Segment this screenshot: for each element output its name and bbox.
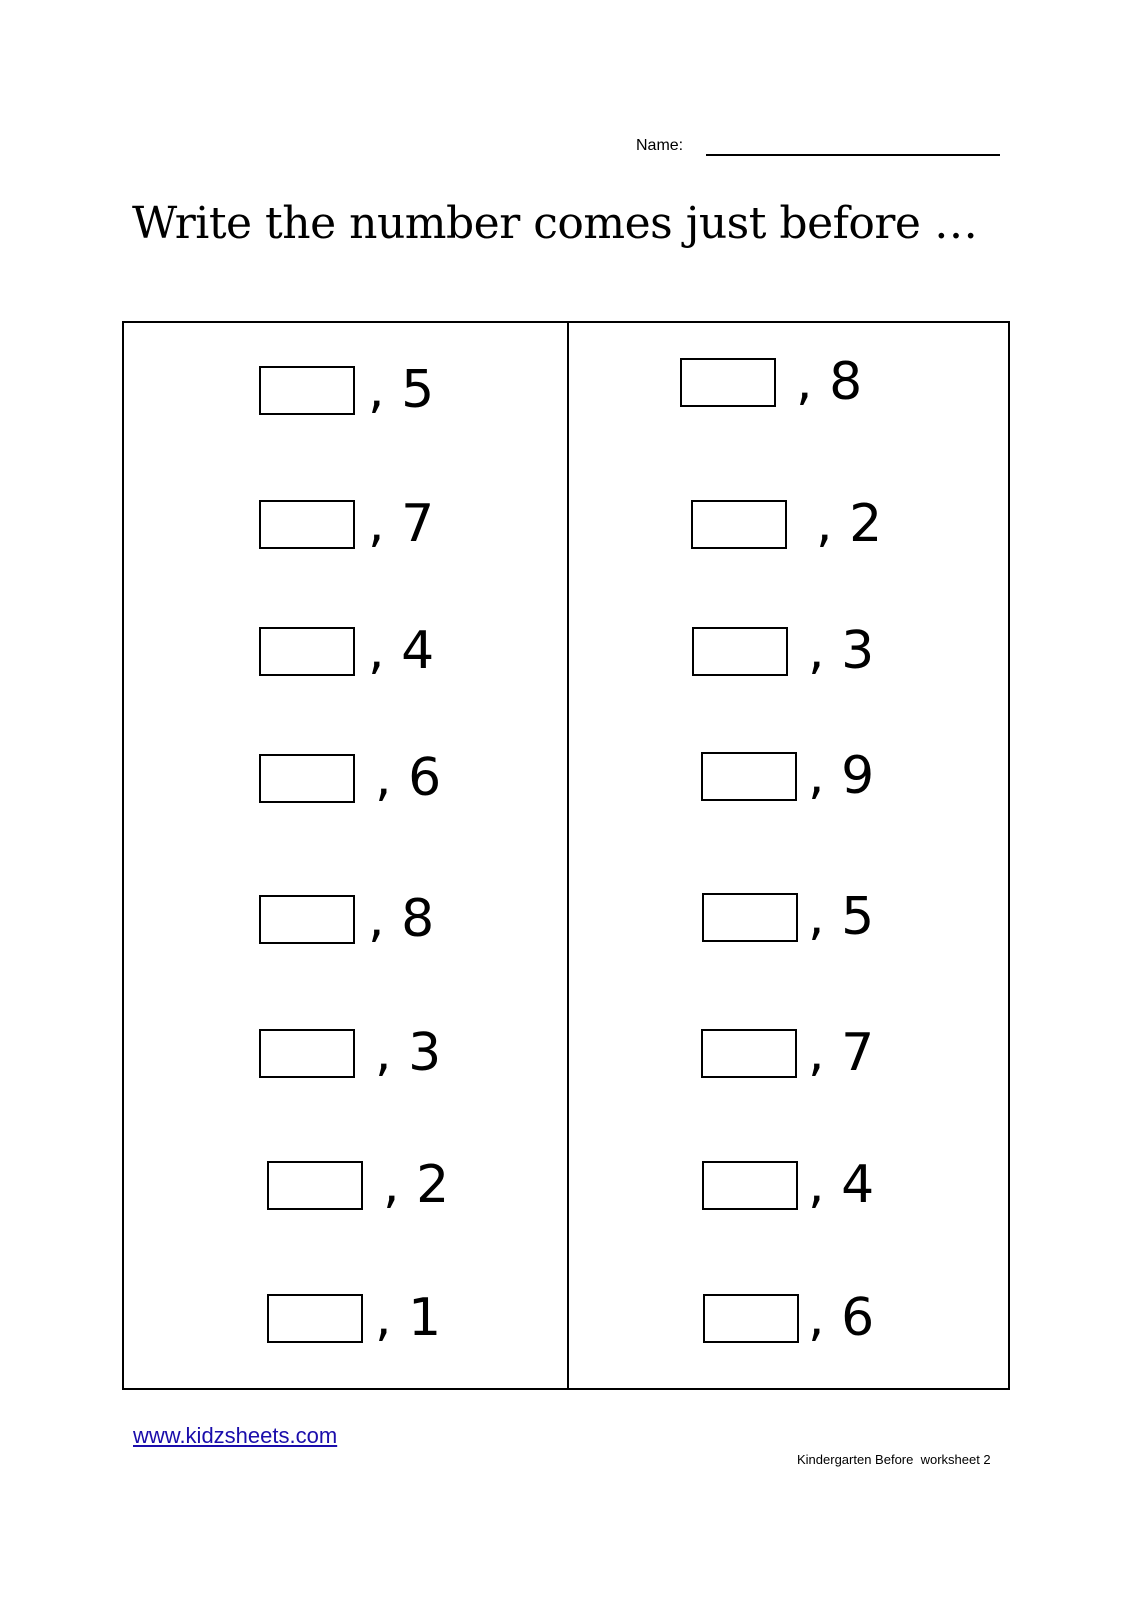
name-label: Name: xyxy=(636,137,684,154)
given-number xyxy=(383,1154,449,1216)
exercise-item-right-4 xyxy=(701,742,888,812)
separator: , xyxy=(375,1023,392,1083)
exercise-item-left-7 xyxy=(267,1151,463,1221)
separator: , xyxy=(368,494,385,554)
answer-box[interactable] xyxy=(701,1029,797,1078)
separator: , xyxy=(808,1023,825,1083)
answer-box[interactable] xyxy=(259,754,355,803)
answer-box[interactable] xyxy=(267,1294,363,1343)
name-line[interactable] xyxy=(706,154,1000,156)
separator: , xyxy=(808,1288,825,1348)
number: 2 xyxy=(849,494,883,554)
number: 9 xyxy=(841,746,875,806)
separator: , xyxy=(368,360,385,420)
exercise-item-left-5 xyxy=(259,885,448,955)
exercise-grid xyxy=(122,321,1010,1390)
number: 7 xyxy=(401,494,435,554)
answer-box[interactable] xyxy=(259,366,355,415)
answer-box[interactable] xyxy=(259,1029,355,1078)
given-number xyxy=(808,1154,874,1216)
separator: , xyxy=(808,1155,825,1215)
separator: , xyxy=(808,621,825,681)
number: 6 xyxy=(841,1288,875,1348)
answer-box[interactable] xyxy=(702,1161,798,1210)
exercise-item-left-3 xyxy=(259,617,448,687)
exercise-item-right-5 xyxy=(702,883,888,953)
separator: , xyxy=(375,1288,392,1348)
grid-divider xyxy=(567,323,569,1388)
worksheet-title: Write the number comes just before … xyxy=(132,198,978,249)
given-number xyxy=(368,888,434,950)
given-number xyxy=(796,351,862,413)
answer-box[interactable] xyxy=(259,500,355,549)
given-number xyxy=(816,493,882,555)
answer-box[interactable] xyxy=(680,358,776,407)
given-number xyxy=(808,1287,874,1349)
answer-box[interactable] xyxy=(259,895,355,944)
exercise-item-left-4 xyxy=(259,744,455,814)
name-row xyxy=(636,133,1002,163)
separator: , xyxy=(808,887,825,947)
given-number xyxy=(375,747,441,809)
number: 6 xyxy=(408,748,442,808)
answer-box[interactable] xyxy=(692,627,788,676)
exercise-item-right-1 xyxy=(680,348,876,418)
answer-box[interactable] xyxy=(703,1294,799,1343)
number: 8 xyxy=(829,352,863,412)
exercise-item-left-8 xyxy=(267,1284,455,1354)
exercise-item-right-3 xyxy=(692,617,888,687)
answer-box[interactable] xyxy=(701,752,797,801)
answer-box[interactable] xyxy=(259,627,355,676)
separator: , xyxy=(375,748,392,808)
separator: , xyxy=(808,746,825,806)
number: 8 xyxy=(401,889,435,949)
given-number xyxy=(368,493,434,555)
separator: , xyxy=(816,494,833,554)
separator: , xyxy=(368,889,385,949)
number: 3 xyxy=(841,621,875,681)
number: 5 xyxy=(401,360,435,420)
number: 3 xyxy=(408,1023,442,1083)
separator: , xyxy=(368,621,385,681)
number: 4 xyxy=(401,621,435,681)
number: 1 xyxy=(408,1288,442,1348)
answer-box[interactable] xyxy=(691,500,787,549)
number: 7 xyxy=(841,1023,875,1083)
given-number xyxy=(368,359,434,421)
given-number xyxy=(808,886,874,948)
exercise-item-left-2 xyxy=(259,490,448,560)
given-number xyxy=(375,1022,441,1084)
number: 2 xyxy=(416,1155,450,1215)
given-number xyxy=(375,1287,441,1349)
answer-box[interactable] xyxy=(267,1161,363,1210)
number: 5 xyxy=(841,887,875,947)
footer-link[interactable]: www.kidzsheets.com xyxy=(133,1423,338,1448)
exercise-item-right-2 xyxy=(691,490,896,560)
separator: , xyxy=(796,352,813,412)
answer-box[interactable] xyxy=(702,893,798,942)
exercise-item-right-6 xyxy=(701,1019,888,1089)
separator: , xyxy=(383,1155,400,1215)
exercise-item-left-6 xyxy=(259,1019,455,1089)
given-number xyxy=(808,620,874,682)
given-number xyxy=(808,1022,874,1084)
exercise-item-left-1 xyxy=(259,356,448,426)
exercise-item-right-8 xyxy=(703,1284,888,1354)
exercise-item-right-7 xyxy=(702,1151,888,1221)
number: 4 xyxy=(841,1155,875,1215)
footer-note: Kindergarten Before worksheet 2 xyxy=(797,1452,991,1467)
given-number xyxy=(368,620,434,682)
given-number xyxy=(808,745,874,807)
